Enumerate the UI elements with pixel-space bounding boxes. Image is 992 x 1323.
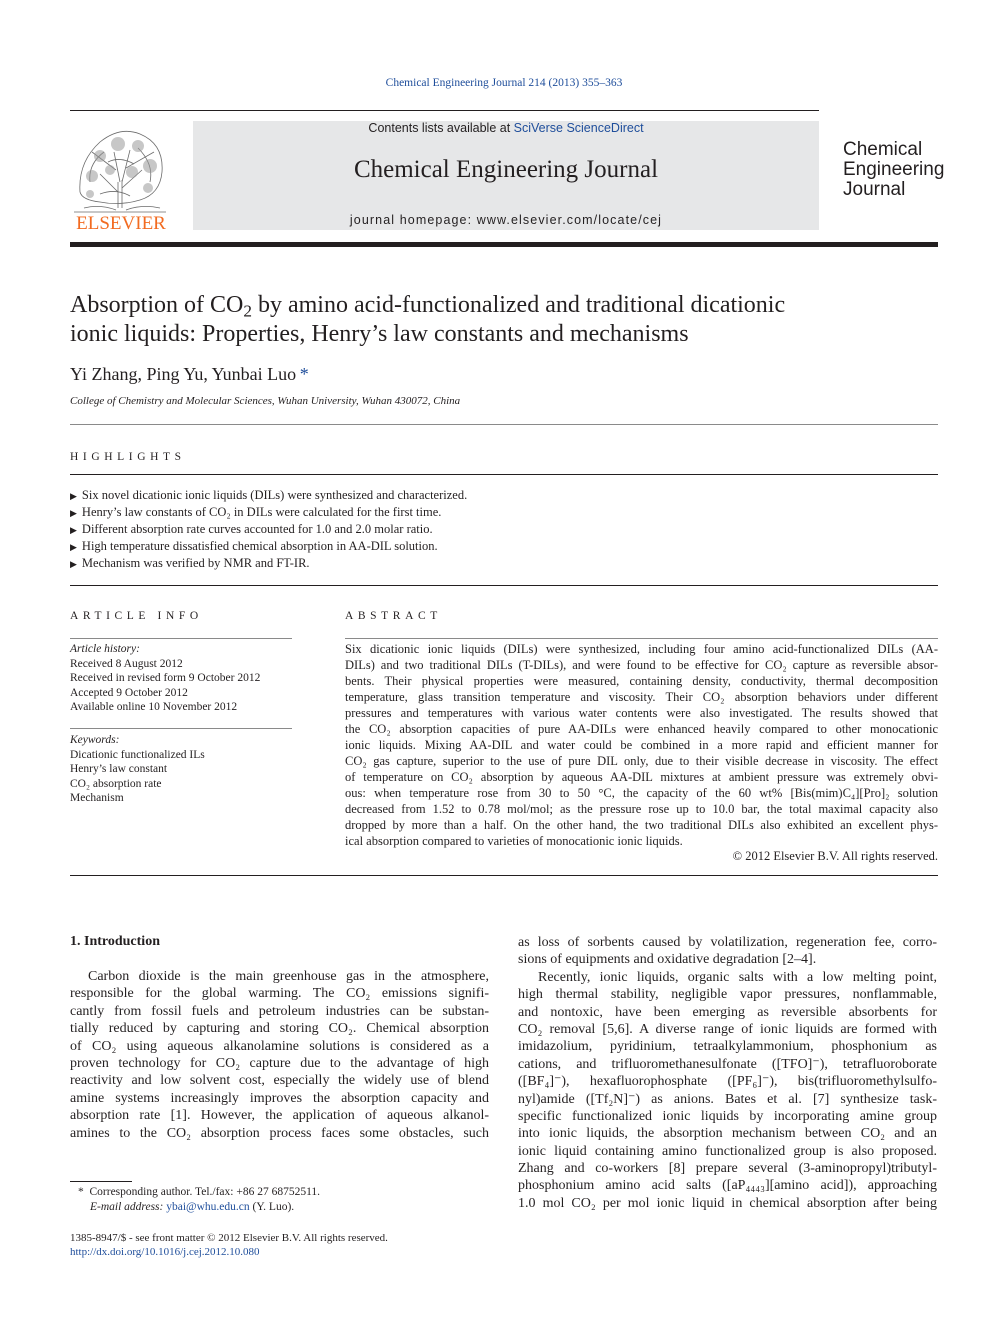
bullet-triangle-icon: ▶ xyxy=(70,508,77,518)
body-line: ([BF₄]⁻), hexafluorophosphate ([PF₆]⁻), bis(trifluoromethylsulfo- xyxy=(518,1074,937,1090)
front-matter xyxy=(70,1231,388,1259)
issn-line: 1385-8947/$ - see front matter © 2012 Elsevier B.V. All rights reserved. xyxy=(70,1232,388,1244)
bullet-triangle-icon: ▶ xyxy=(70,542,77,552)
abstract-line: ionic liquids. Mixing AA-DIL and water could be combined in a more rapid and efficient manner for xyxy=(345,738,938,752)
highlights-list xyxy=(70,487,467,572)
abstract-copyright: © 2012 Elsevier B.V. All rights reserved. xyxy=(732,849,938,863)
title-text: by amino acid-functionalized and traditional dicationic xyxy=(251,292,786,318)
header-rule xyxy=(70,110,819,111)
highlight-item xyxy=(70,555,467,572)
body-line: proven technology for CO₂ capture due to the advantage of high xyxy=(70,1055,489,1071)
history-item: Available online 10 November 2012 xyxy=(70,701,238,713)
body-line: nyl)amide ([Tf₂N]⁻) as anions. Bates et al. [7] synthesize task- xyxy=(518,1091,937,1107)
abstract-heading: ABSTRACT xyxy=(345,610,442,622)
keyword-item: Henry’s law constant xyxy=(70,763,168,775)
abstract-line: decreased from 1.52 to 0.78 mol/mol; as the pressure rose up to 10.0 bar, the total maximal capacity also xyxy=(345,802,938,816)
body-line: CO₂ removal [5,6]. A diverse range of ionic liquids are formed with xyxy=(518,1021,937,1037)
highlight-text: Mechanism was verified by NMR and FT-IR. xyxy=(81,556,310,570)
section-rule xyxy=(70,728,292,729)
abstract-line: pressures and temperatures with various water contents were also investigated. The results showed that xyxy=(345,706,938,720)
bullet-triangle-icon: ▶ xyxy=(70,491,77,501)
footnote-corresponding xyxy=(70,1185,320,1200)
introduction-heading: 1. Introduction xyxy=(70,934,160,949)
article-info-heading: ARTICLE INFO xyxy=(70,610,203,622)
abstract-line: Six dicationic ionic liquids (DILs) were synthesized, including four amino acid-functionalized DILs (AA- xyxy=(345,642,938,656)
journal-logo-line: Journal xyxy=(843,179,906,200)
abstract-line: dropped by more than a half. On the other hand, the two traditional DILs also exhibited an excellent phys- xyxy=(345,818,938,832)
history-item: Accepted 9 October 2012 xyxy=(70,686,188,699)
journal-logo xyxy=(843,140,944,200)
abstract-line: bents. Their physical properties were measured, containing density, conductivity, thermal decomposition xyxy=(345,674,938,688)
article-title xyxy=(70,291,930,349)
highlight-text: High temperature dissatisfied chemical absorption in AA-DIL solution. xyxy=(81,539,438,553)
highlight-text: Different absorption rate curves accounted for 1.0 and 2.0 molar ratio. xyxy=(81,522,433,536)
section-rule xyxy=(70,638,292,639)
email-label: E-mail address: xyxy=(90,1201,167,1213)
title-text: Absorption of CO xyxy=(70,292,244,318)
highlights-heading: HIGHLIGHTS xyxy=(70,451,186,463)
abstract-line: temperature, glass transition temperature and viscosity. Their CO₂ absorption behaviors under different xyxy=(345,690,938,704)
body-line: absorption rate [1]. However, the application of aqueous alkanol- xyxy=(70,1108,489,1124)
abstract-line: the CO₂ absorption capacities of pure AA-DILs were enhanced heavily compared to other monocationic xyxy=(345,722,938,736)
authors xyxy=(70,364,309,385)
elsevier-tree-logo xyxy=(70,122,172,232)
footnote xyxy=(70,1185,320,1215)
journal-name: Chemical Engineering Journal xyxy=(353,156,659,183)
body-line: cations, and trifluoromethanesulfonate ([TFO]⁻), tetrafluoroborate xyxy=(518,1056,937,1072)
keywords xyxy=(70,733,292,806)
body-line: Carbon dioxide is the main greenhouse gas in the atmosphere, xyxy=(88,969,489,984)
body-line: Recently, ionic liquids, organic salts with a low melting point, xyxy=(538,969,937,985)
contents-line xyxy=(193,121,819,135)
highlight-item xyxy=(70,521,467,538)
keyword-item: Dicationic functionalized ILs xyxy=(70,748,205,761)
highlight-item xyxy=(70,487,467,504)
highlight-item xyxy=(70,538,467,555)
corresponding-author-mark[interactable]: * xyxy=(299,364,309,384)
affiliation: College of Chemistry and Molecular Sciences, Wuhan University, Wuhan 430072, China xyxy=(70,395,461,407)
highlight-item xyxy=(70,504,467,521)
keyword-item: CO₂ absorption rate xyxy=(70,777,162,790)
abstract-line: DILs) and two traditional DILs (T-DILs), and were found to be effective for CO₂ capture as reversible absor- xyxy=(345,658,938,672)
email-suffix: (Y. Luo). xyxy=(249,1201,295,1213)
abstract-line: ous: when temperature rose from 30 to 50 °C, the capacity of the 60 wt% [Bis(mim)C₄][Pro]₂ solution xyxy=(345,786,938,800)
svg-text:ELSEVIER: ELSEVIER xyxy=(76,213,166,232)
intro-column-left xyxy=(70,968,489,1142)
abstract-line: CO₂ gas capture, superior to the use of pure DIL only, due to their visible decrease in viscosity. The effect xyxy=(345,754,938,768)
abstract-line: of temperature on CO₂ absorption by aqueous AA-DIL mixtures at ambient pressure was extremely obvi- xyxy=(345,770,938,784)
doi-link[interactable]: http://dx.doi.org/10.1016/j.cej.2012.10.080 xyxy=(70,1246,260,1258)
keywords-label: Keywords: xyxy=(70,734,120,746)
body-line: ionic liquid containing amino functionalized group is also proposed. xyxy=(518,1143,937,1159)
history-item: Received 8 August 2012 xyxy=(70,657,183,670)
body-line: reactivity and low solvent cost, especially the widely use of blend xyxy=(70,1073,489,1089)
keyword-item: Mechanism xyxy=(70,792,124,804)
body-line: amine systems increasingly improves the absorption capacity and xyxy=(70,1090,489,1106)
body-line: as loss of sorbents caused by volatilization, regeneration fee, corro- xyxy=(518,935,937,950)
highlight-text: Henry’s law constants of CO₂ in DILs were calculated for the first time. xyxy=(81,505,442,519)
body-line: cantly from fossil fuels and petroleum industries can be substan- xyxy=(70,1003,489,1019)
footnote-text: Corresponding author. Tel./fax: +86 27 68752511. xyxy=(89,1186,321,1198)
body-line: phosphonium amino acid salts ([aP₄₄₄₃][amino acid]), approaching xyxy=(518,1178,937,1194)
title-subscript: 2 xyxy=(243,301,252,321)
sciencedirect-link[interactable]: SciVerse ScienceDirect xyxy=(513,121,644,135)
section-rule xyxy=(70,585,938,586)
body-line: specific functionalized ionic liquids by incorporating amine group xyxy=(518,1108,937,1124)
journal-citation[interactable]: Chemical Engineering Journal 214 (2013) 355–363 xyxy=(385,77,623,89)
section-rule xyxy=(345,638,938,639)
header-thick-rule xyxy=(70,242,938,247)
title-text: ionic liquids: Properties, Henry’s law constants and mechanisms xyxy=(70,321,689,347)
contents-prefix: Contents lists available at xyxy=(368,121,514,135)
section-rule xyxy=(70,875,938,876)
body-line: sions of equipments and oxidative degradation [2–4]. xyxy=(518,952,817,968)
body-line: of CO₂ using aqueous alkanolamine solutions is considered as a xyxy=(70,1038,489,1054)
body-line: amines to the CO₂ absorption process faces some obstacles, such xyxy=(70,1125,489,1141)
intro-column-right xyxy=(518,934,937,1212)
author-names: Yi Zhang, Ping Yu, Yunbai Luo xyxy=(70,364,297,384)
email-link[interactable]: ybai@whu.edu.cn xyxy=(166,1201,250,1213)
journal-homepage[interactable]: journal homepage: www.elsevier.com/locate/cej xyxy=(349,213,663,227)
footnote-mark: * xyxy=(78,1186,84,1198)
journal-logo-line: Chemical xyxy=(843,139,923,160)
bullet-triangle-icon: ▶ xyxy=(70,559,77,569)
abstract-body xyxy=(345,641,938,849)
highlight-text: Six novel dicationic ionic liquids (DILs) were synthesized and characterized. xyxy=(81,488,468,502)
body-line: into ionic liquids, the absorption mechanism between CO₂ and an xyxy=(518,1126,937,1142)
section-rule xyxy=(70,474,938,475)
body-line: high thermal stability, negligible vapor pressures, nonflammable, xyxy=(518,987,937,1003)
body-line: 1.0 mol CO₂ per mol ionic liquid in chemical absorption after being xyxy=(518,1195,937,1211)
history-item: Received in revised form 9 October 2012 xyxy=(70,672,261,684)
abstract-line: ical absorption compared to varieties of monocationic ionic liquids. xyxy=(345,834,683,848)
section-rule xyxy=(70,424,938,425)
bullet-triangle-icon: ▶ xyxy=(70,525,77,535)
footnote-email xyxy=(70,1200,320,1215)
body-line: Zhang and co-workers [8] prepare several (3-aminopropyl)tributyl- xyxy=(518,1161,937,1177)
body-line: imidazolium, pyridinium, tetraalkylammonium, phosphonium as xyxy=(518,1039,937,1055)
article-history xyxy=(70,642,292,715)
body-line: responsible for the global warming. The CO₂ emissions signifi- xyxy=(70,986,489,1002)
journal-logo-line: Engineering xyxy=(843,159,945,180)
history-label: Article history: xyxy=(70,643,140,655)
footnote-rule xyxy=(70,1181,132,1182)
body-line: tially reduced by capturing and storing CO₂. Chemical absorption xyxy=(70,1021,489,1037)
body-line: and nontoxic, have been emerging as reversible absorbents for xyxy=(518,1004,937,1020)
